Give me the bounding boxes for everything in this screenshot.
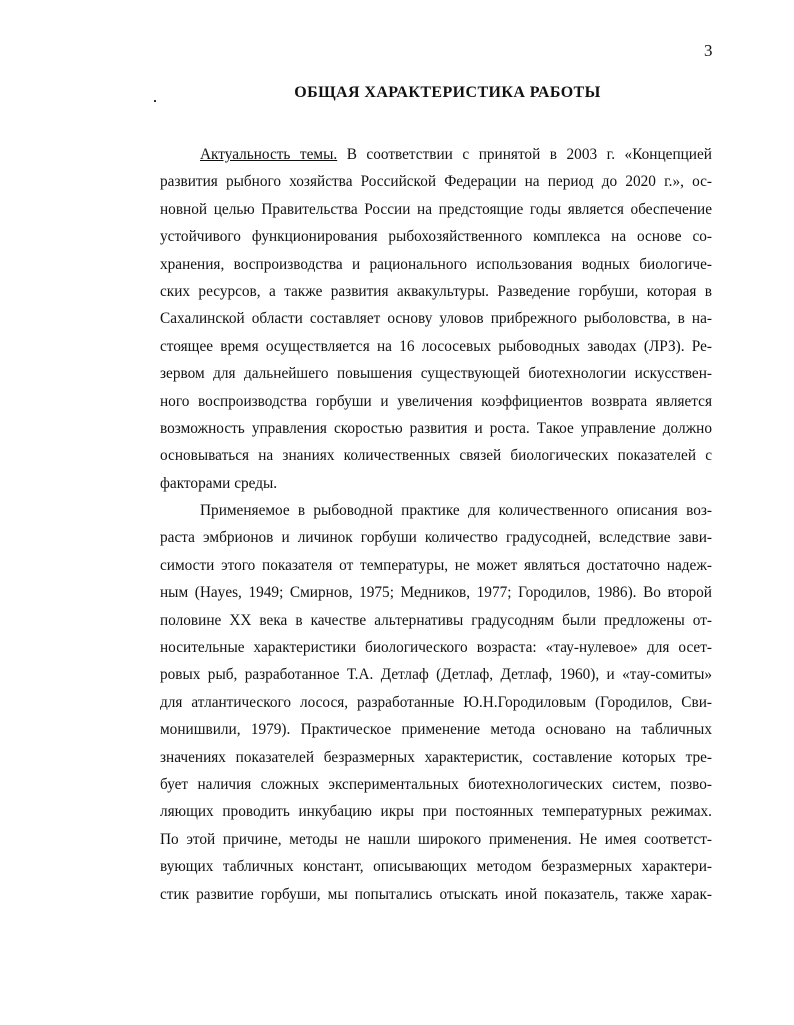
paragraph-line: зервом для дальнейшего повышения существующей биотехнологии искусствен- [160, 365, 712, 383]
page-number: 3 [704, 41, 713, 60]
paragraph-line: По этой причине, методы не нашли широкого применения. Не имея соответст- [160, 830, 712, 848]
paragraph-line-rest: В соответствии с принятой в 2003 г. «Концепцией [337, 146, 712, 163]
paragraph-line: факторами среды. [160, 474, 278, 492]
paragraph-line: хранения, воспроизводства и рационального использования водных биологиче- [160, 255, 712, 273]
paragraph-line: возможность управления скоростью развития и роста. Такое управление должно [160, 419, 712, 437]
paragraph-line: стик развитие горбуши, мы попытались отыскать иной показатель, также харак- [160, 885, 712, 903]
paragraph-line: развития рыбного хозяйства Российской Федерации на период до 2020 г.», ос- [160, 173, 712, 191]
paragraph-line: Сахалинской области составляет основу уловов прибрежного рыболовства, в на- [160, 310, 712, 328]
paragraph-line: симости этого показателя от температуры, не может являться достаточно надеж- [160, 556, 712, 574]
paragraph-methods [160, 497, 712, 908]
paragraph-line: ным (Hayes, 1949; Смирнов, 1975; Медников, 1977; Городилов, 1986). Во второй [160, 584, 712, 602]
paragraph-line [160, 141, 712, 168]
paragraph-line: половине XX века в качестве альтернативы градусодням были предложены от- [160, 611, 712, 629]
paragraph-line: монишвили, 1979). Практическое применение метода основано на табличных [160, 721, 712, 739]
paragraph-line: раста эмбрионов и личинок горбуши количество градусодней, вследствие зави- [160, 529, 712, 547]
paragraph-line: устойчивого функционирования рыбохозяйственного комплекса на основе со- [160, 228, 712, 246]
page-title: ОБЩАЯ ХАРАКТЕРИСТИКА РАБОТЫ [294, 84, 601, 101]
paragraph-line: ного воспроизводства горбуши и увеличения коэффициентов возврата является [160, 392, 712, 410]
paragraph-line: ляющих проводить инкубацию икры при постоянных температурных режимах. [160, 803, 712, 821]
paragraph-line: бует наличия сложных экспериментальных биотехнологических систем, позво- [160, 775, 712, 793]
paragraph-line: для атлантического лосося, разработанные Ю.Н.Городиловым (Городилов, Сви- [160, 693, 712, 711]
relevance-heading: Актуальность темы. [200, 146, 338, 163]
paragraph-line: основываться на знаниях количественных связей биологических показателей с [160, 447, 712, 465]
paragraph-relevance [160, 141, 712, 497]
paragraph-line: вующих табличных констант, описывающих методом безразмерных характери- [160, 858, 712, 876]
paragraph-line: новной целью Правительства России на предстоящие годы является обеспечение [160, 200, 712, 218]
paragraph-line: носительные характеристики биологического возраста: «тау-нулевое» для осет- [160, 639, 712, 657]
body-text [160, 141, 712, 908]
paragraph-line: ских ресурсов, а также развития аквакультуры. Разведение горбуши, которая в [160, 282, 712, 300]
paragraph-line: значениях показателей безразмерных характеристик, составление которых тре- [160, 748, 712, 766]
paragraph-line: Применяемое в рыбоводной практике для количественного описания воз- [200, 502, 712, 520]
paragraph-line: ровых рыб, разработанное Т.А. Детлаф (Детлаф, Детлаф, 1960), и «тау-сомиты» [160, 666, 712, 684]
paragraph-line: стоящее время осуществляется на 16 лососевых рыбоводных заводах (ЛРЗ). Ре- [160, 337, 712, 355]
